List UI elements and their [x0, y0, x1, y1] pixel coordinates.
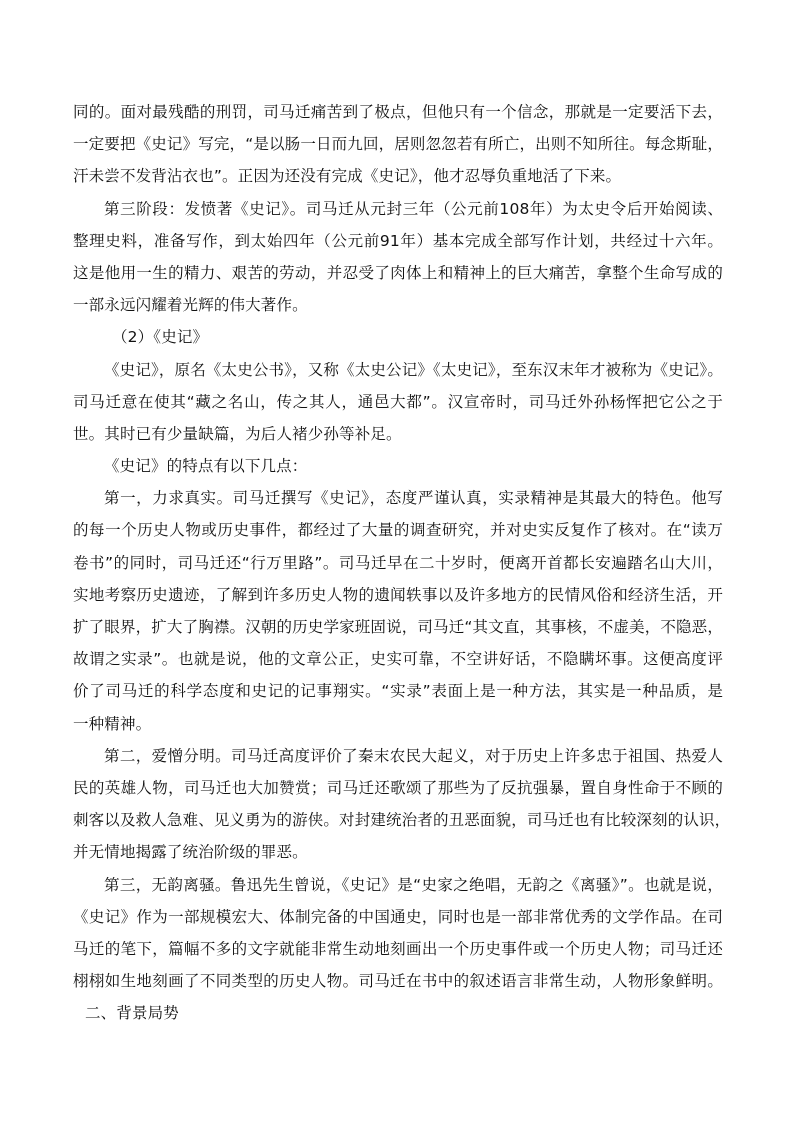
paragraph-line: 刺客以及救人急难、见义勇为的游侠。对封建统治者的丑恶面貌，司马迁也有比较深刻的认识， — [73, 811, 731, 830]
subsection-heading: （2）《史记》 — [112, 328, 209, 347]
paragraph-line: 一定要把《史记》写完，“是以肠一日而九回，居则忽忽若有所亡，出则不知所往。每念斯耻， — [73, 135, 723, 154]
paragraph-line: 栩栩如生地刻画了不同类型的历史人物。司马迁在书中的叙述语言非常生动，人物形象鲜明。 — [73, 972, 723, 991]
paragraph-line: 第二，爱憎分明。司马迁高度评价了秦末农民大起义，对于历史上许多忠于祖国、热爱人 — [104, 746, 723, 765]
paragraph-line: 《史记》作为一部规模宏大、体制完备的中国通史，同时也是一部非常优秀的文学作品。在司 — [73, 907, 723, 926]
paragraph-line: 故谓之实录”。也就是说，他的文章公正，史实可靠，不空讲好话，不隐瞒坏事。这便高度评 — [73, 650, 723, 669]
paragraph-line: 第一，力求真实。司马迁撰写《史记》，态度严谨认真，实录精神是其最大的特色。他写 — [104, 489, 723, 508]
paragraph-line: 并无情地揭露了统治阶级的罪恶。 — [73, 843, 308, 862]
paragraph-line: 第三阶段：发愤著《史记》。司马迁从元封三年（公元前108年）为太史令后开始阅读、 — [104, 199, 723, 218]
paragraph-line: 《史记》，原名《太史公书》，又称《太史公记》《太史记》，至东汉末年才被称为《史记》。 — [104, 360, 723, 379]
paragraph-line: 卷书”的同时，司马迁还“行万里路”。司马迁早在二十岁时，便离开首都长安遍踏名山大川， — [73, 553, 723, 572]
paragraph-line: 汗未尝不发背沾衣也”。正因为还没有完成《史记》，他才忍辱负重地活了下来。 — [73, 167, 622, 186]
document-body — [73, 96, 731, 1029]
paragraph-line: 扩了眼界，扩大了胸襟。汉朝的历史学家班固说，司马迁“其文直，其事核，不虚美，不隐恶， — [73, 618, 723, 636]
paragraph-line: 世。其时已有少量缺篇，为后人褚少孙等补足。 — [73, 424, 402, 443]
paragraph-line: 马迁的笔下，篇幅不多的文字就能非常生动地刻画出一个历史事件或一个历史人物；司马迁还 — [73, 939, 723, 958]
paragraph-line: 同的。面对最残酷的刑罚，司马迁痛苦到了极点，但他只有一个信念，那就是一定要活下去， — [73, 103, 723, 121]
paragraph-line: 的每一个历史人物或历史事件，都经过了大量的调查研究，并对史实反复作了核对。在“读万 — [73, 521, 723, 540]
paragraph-line: 《史记》的特点有以下几点： — [104, 457, 308, 476]
paragraph-line: 实地考察历史遗迹，了解到许多历史人物的遗闻轶事以及许多地方的民情风俗和经济生活，开 — [73, 585, 723, 604]
paragraph-line: 民的英雄人物，司马迁也大加赞赏；司马迁还歌颂了那些为了反抗强暴，置自身性命于不顾的 — [73, 778, 723, 797]
paragraph-line: 价了司马迁的科学态度和史记的记事翔实。“实录”表面上是一种方法，其实是一种品质，是 — [73, 682, 723, 701]
paragraph-line: 这是他用一生的精力、艰苦的劳动，并忍受了肉体上和精神上的巨大痛苦，拿整个生命写成的 — [73, 263, 723, 282]
paragraph-line: 一部永远闪耀着光辉的伟大著作。 — [73, 296, 308, 315]
paragraph-line: 第三，无韵离骚。鲁迅先生曾说，《史记》是“史家之绝唱，无韵之《离骚》”。也就是说， — [104, 875, 723, 894]
paragraph-line: 整理史料，准备写作，到太始四年（公元前91年）基本完成全部写作计划，共经过十六年。 — [73, 231, 723, 250]
paragraph-line: 司马迁意在使其“藏之名山，传之其人，通邑大都”。汉宣帝时，司马迁外孙杨恽把它公之于 — [73, 392, 723, 411]
paragraph-line: 一种精神。 — [73, 714, 152, 733]
section-heading: 二、背景局势 — [85, 1004, 179, 1023]
